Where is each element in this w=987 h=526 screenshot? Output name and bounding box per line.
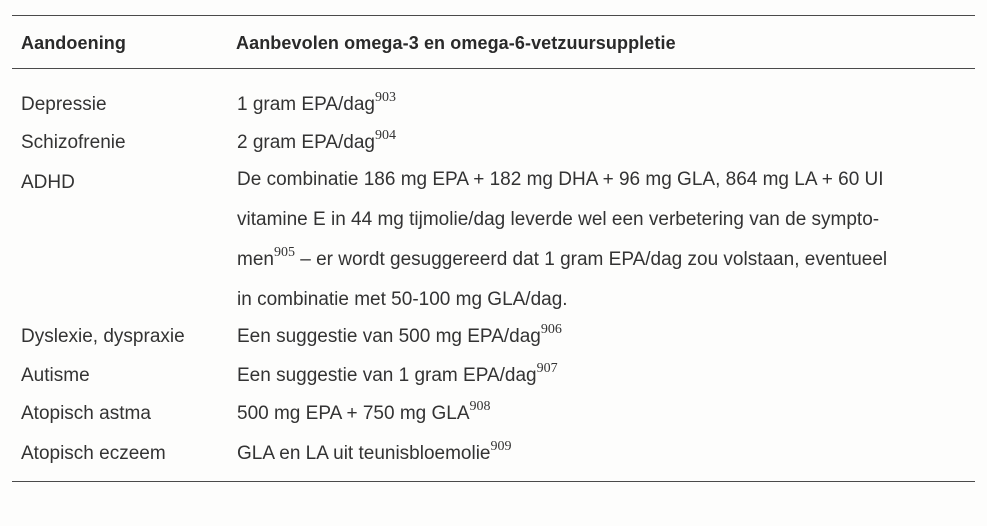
- reference-number: 907: [536, 361, 558, 376]
- recommendation-cell: [237, 130, 977, 156]
- recommendation-line: in combinatie met 50-100 mg GLA/dag.: [237, 289, 568, 310]
- reference-number: 908: [469, 399, 491, 414]
- condition-cell: Depressie: [21, 94, 107, 115]
- reference-number: 909: [490, 439, 512, 454]
- recommendation-text: – er wordt gesuggereerd dat 1 gram EPA/dag zou volstaan, eventueel: [294, 249, 888, 270]
- recommendation-text: Een suggestie van 500 mg EPA/dag: [237, 326, 541, 347]
- table-top-rule: [12, 15, 975, 16]
- condition-cell: Atopisch astma: [21, 403, 151, 424]
- condition-cell: Autisme: [21, 365, 90, 386]
- recommendation-line: [237, 240, 977, 280]
- recommendation-text: men: [237, 249, 274, 270]
- recommendation-text: 500 mg EPA + 750 mg GLA: [237, 403, 470, 424]
- recommendation-cell: [237, 363, 977, 389]
- reference-number: 904: [375, 128, 397, 143]
- recommendation-cell: [237, 324, 977, 350]
- condition-cell: Schizofrenie: [21, 132, 126, 153]
- reference-number: 903: [375, 90, 397, 105]
- recommendation-line: De combinatie 186 mg EPA + 182 mg DHA + 96 mg GLA, 864 mg LA + 60 UI: [237, 169, 884, 190]
- reference-number: 906: [540, 322, 562, 337]
- recommendation-cell: [237, 401, 977, 427]
- recommendation-cell: [237, 92, 977, 118]
- header-recommendation: Aanbevolen omega-3 en omega-6-vetzuursuppletie: [236, 33, 676, 53]
- reference-number: 905: [273, 245, 295, 260]
- recommendation-text: 2 gram EPA/dag: [237, 132, 376, 153]
- recommendation-text: 1 gram EPA/dag: [237, 94, 376, 115]
- recommendation-cell: [237, 441, 977, 467]
- header-condition: Aandoening: [21, 33, 126, 53]
- condition-cell: Dyslexie, dyspraxie: [21, 326, 185, 347]
- recommendation-text: Een suggestie van 1 gram EPA/dag: [237, 365, 537, 386]
- condition-cell: Atopisch eczeem: [21, 443, 166, 464]
- recommendation-text: GLA en LA uit teunisbloemolie: [237, 443, 491, 464]
- table-bottom-rule: [12, 481, 975, 482]
- table-header-rule: [12, 68, 975, 69]
- recommendation-line: vitamine E in 44 mg tijmolie/dag leverde wel een verbetering van de sympto-: [237, 209, 880, 230]
- condition-cell: ADHD: [21, 172, 75, 193]
- recommendation-cell: [237, 160, 977, 320]
